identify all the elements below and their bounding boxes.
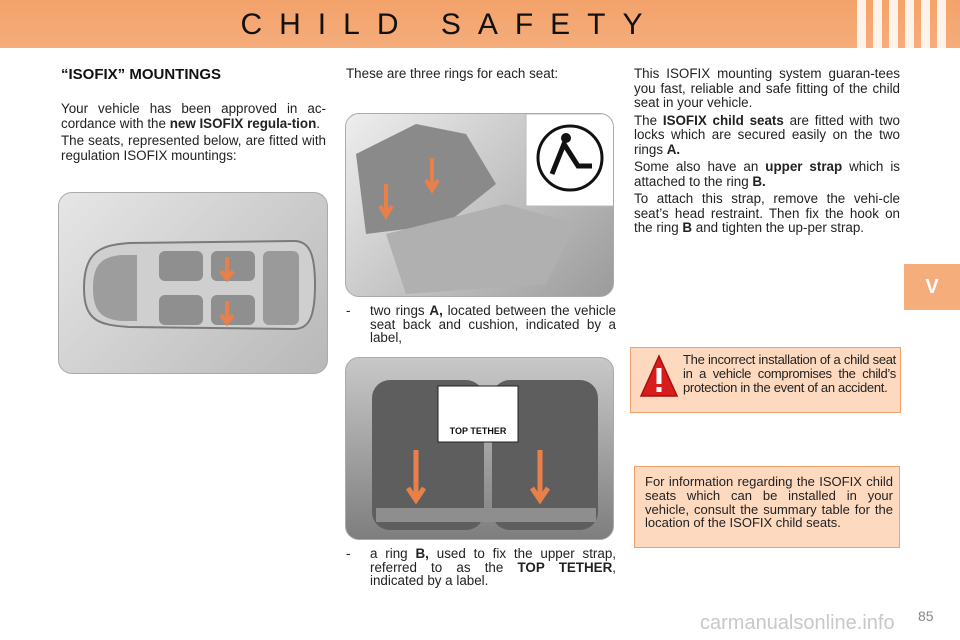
header-band — [0, 0, 960, 48]
chapter-tab[interactable]: V — [904, 264, 960, 310]
seats-paragraph: The seats, represented below, are fitted with regulation ISOFIX mountings: — [61, 133, 326, 163]
watermark: carmanualsonline.info — [700, 612, 895, 634]
info-box — [634, 466, 900, 548]
seat-rings-a-icon — [346, 114, 614, 297]
top-tether-label: TOP TETHER — [449, 426, 507, 436]
warning-box — [630, 347, 901, 413]
upper-strap-paragraph: Some also have an upper strap which is attached to the ring B. — [634, 159, 900, 189]
left-column-text — [61, 102, 326, 166]
section-heading: “ISOFIX” MOUNTINGS — [61, 66, 222, 83]
seat-photo-top-tether — [345, 357, 614, 540]
page-number: 85 — [918, 608, 934, 624]
car-top-view-icon — [59, 193, 328, 374]
seat-photo-rings-a — [345, 113, 614, 297]
right-column-text — [634, 67, 900, 239]
child-seats-paragraph: The ISOFIX child seats are fitted with two locks which are secured easily on the two rings A. — [634, 112, 900, 157]
bullet-ring-b: - a ring B, used to fix the upper strap, referred to as the TOP TETHER, indicated by a label. — [346, 546, 616, 588]
header-stripes — [857, 0, 946, 48]
info-text: For information regarding the ISOFIX child seats which can be installed in your vehicle, consult the summary table for the location of the ISOFIX child seats. — [645, 474, 893, 531]
bullet-rings-a: - two rings A, located between the vehicle seat back and cushion, indicated by a label, — [346, 303, 616, 345]
system-paragraph: This ISOFIX mounting system guaran-tees you fast, reliable and safe fitting of the child seat in your vehicle. — [634, 66, 900, 110]
attach-strap-paragraph: To attach this strap, remove the vehi-cle seat’s head restraint. Then fix the hook on the ring B and tighten the up-per strap. — [634, 191, 900, 235]
page-title: CHILD SAFETY — [240, 8, 660, 41]
intro-paragraph: Your vehicle has been approved in ac-cordance with the new ISOFIX regula-tion. — [61, 101, 326, 131]
warning-text: The incorrect installation of a child seat in a vehicle compromises the child’s protection in the event of an accident. — [683, 352, 896, 395]
seat-top-tether-icon — [346, 358, 614, 540]
warning-triangle-icon — [639, 352, 679, 402]
rings-intro: These are three rings for each seat: — [346, 66, 559, 81]
car-top-view-illustration — [58, 192, 328, 374]
